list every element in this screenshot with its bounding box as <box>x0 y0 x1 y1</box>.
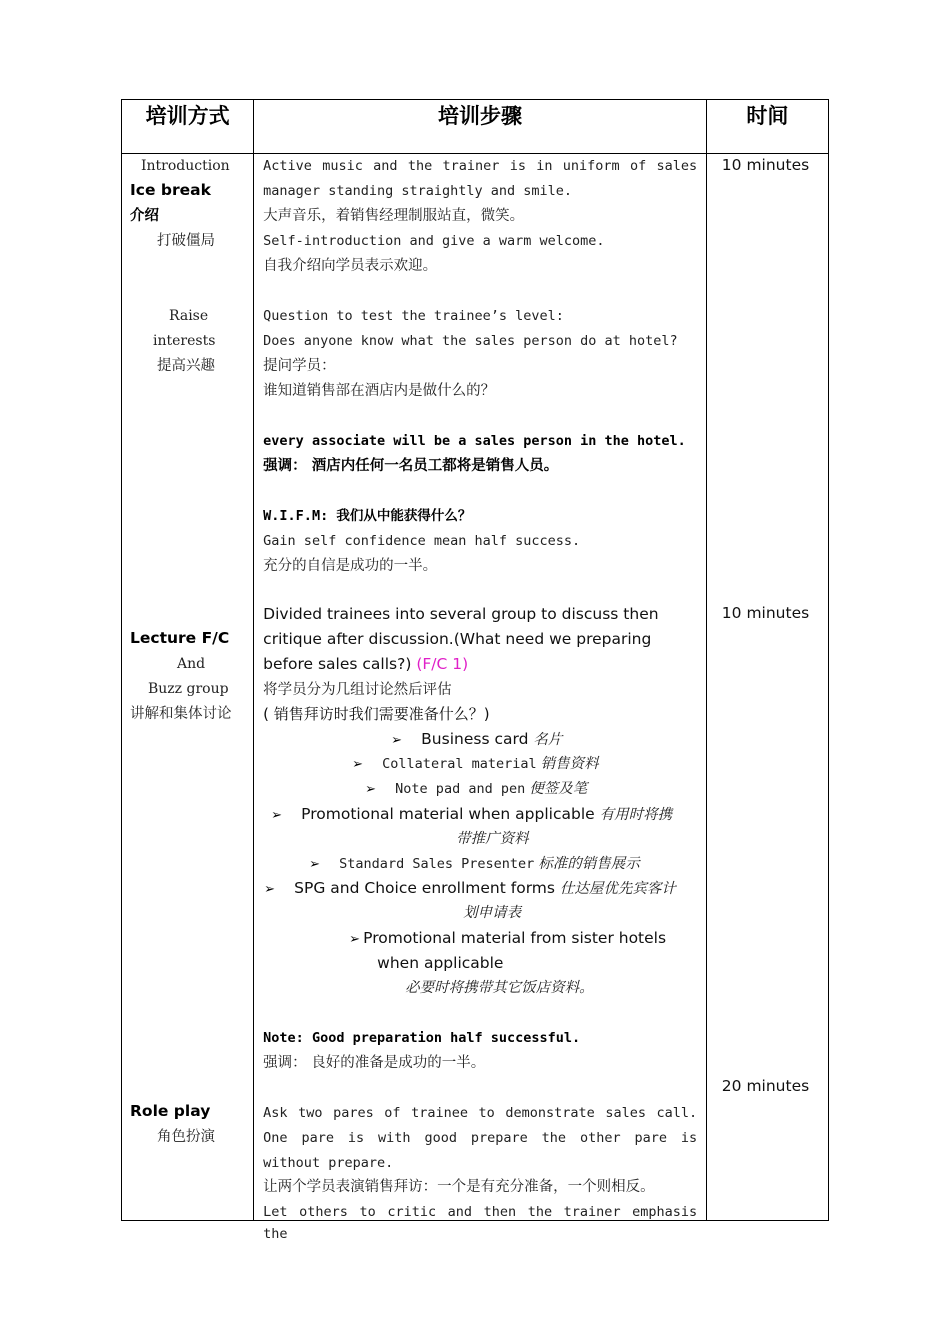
bullet-item: ➢ Promotional material from sister hotels <box>349 927 666 951</box>
step-line: 提问学员： <box>263 358 336 374</box>
method-role-play: Role play <box>130 1102 211 1120</box>
bullet-continuation: when applicable <box>377 954 504 972</box>
step-line: 将学员分为几组讨论然后评估 <box>263 682 452 698</box>
method-raise-cn: 提高兴趣 <box>157 358 215 374</box>
step-line: 充分的自信是成功的一半。 <box>263 558 438 574</box>
step-line: Active music and the trainer is in uniform of sales <box>263 158 698 174</box>
step-line: One pare is with good prepare the other pare is <box>263 1130 698 1146</box>
step-line: Self-introduction and give a warm welcome. <box>263 233 605 249</box>
header-steps: 培训步骤 <box>254 100 707 154</box>
fc-reference: (F/C 1) <box>416 655 469 673</box>
header-method: 培训方式 <box>122 100 254 154</box>
step-line: manager standing straightly and smile. <box>263 183 573 199</box>
bullet-item: ➢ Promotional material when applicable 有用时将携 <box>271 803 672 827</box>
training-table <box>121 99 829 1242</box>
step-line: ( 销售拜访时我们需要准备什么？) <box>263 705 490 723</box>
bullet-item: ➢ Note pad and pen 便签及笔 <box>365 778 587 801</box>
arrow-bullet-icon: ➢ <box>352 757 364 772</box>
bullet-continuation: 必要时将携带其它饭店资料。 <box>405 980 594 996</box>
arrow-bullet-icon: ➢ <box>365 782 377 797</box>
step-text: before sales calls?) <box>263 655 412 673</box>
step-emphasis: every associate will be a sales person in the hotel. <box>263 433 686 449</box>
bullet-item: ➢ Collateral material 销售资料 <box>352 753 598 776</box>
bullet-item: ➢ SPG and Choice enrollment forms 仕达屋优先宾客计 <box>264 877 676 901</box>
method-cell <box>122 154 254 1221</box>
steps-cell <box>254 154 707 1242</box>
step-line: Ask two pares of trainee to demonstrate sales call. <box>263 1105 698 1121</box>
method-ice-cn: 打破僵局 <box>157 233 215 249</box>
step-line: 谁知道销售部在酒店内是做什么的？ <box>263 383 496 399</box>
method-role-cn: 角色扮演 <box>157 1129 215 1145</box>
time-value: 10 minutes <box>721 604 810 622</box>
bullet-item: ➢ Standard Sales Presenter 标准的销售展示 <box>309 853 640 876</box>
header-time: 时间 <box>706 100 828 154</box>
step-line: 让两个学员表演销售拜访：一个是有充分准备，一个则相反。 <box>263 1179 655 1195</box>
arrow-bullet-icon: ➢ <box>271 808 283 823</box>
step-line: critique after discussion.(What need we preparing <box>263 630 652 648</box>
step-line: Let others to critic and then the trainer emphasis the <box>263 1204 698 1242</box>
step-line: 强调： 良好的准备是成功的一半。 <box>263 1055 486 1071</box>
step-line: 大声音乐，着销售经理制服站直，微笑。 <box>263 208 525 224</box>
step-line: Gain self confidence mean half success. <box>263 533 581 549</box>
method-buzz: Buzz group <box>148 681 229 697</box>
method-intro-cn: 介绍 <box>130 207 159 224</box>
step-line: Question to test the trainee’s level: <box>263 308 564 324</box>
time-cell <box>706 154 828 1221</box>
bullet-continuation: 带推广资料 <box>456 831 529 847</box>
bullet-item: ➢ Business card 名片 <box>391 728 562 752</box>
step-line: Does anyone know what the sales person do at hotel? <box>263 333 678 349</box>
method-and: And <box>177 656 206 672</box>
arrow-bullet-icon: ➢ <box>264 882 276 897</box>
arrow-bullet-icon: ➢ <box>309 857 321 872</box>
method-intro: Introduction <box>141 158 230 174</box>
step-line: Divided trainees into several group to discuss then <box>263 605 659 623</box>
method-raise: Raise <box>169 308 209 324</box>
arrow-bullet-icon: ➢ <box>391 733 403 748</box>
step-emphasis: 强调： 酒店内任何一名员工都将是销售人员。 <box>263 457 559 474</box>
step-line: without prepare. <box>263 1155 394 1171</box>
method-interests: interests <box>153 333 216 349</box>
step-line: 自我介绍向学员表示欢迎。 <box>263 258 438 274</box>
table-header-row <box>122 100 829 154</box>
bullet-continuation: 划申请表 <box>463 905 522 921</box>
time-value: 20 minutes <box>721 1077 810 1095</box>
time-value: 10 minutes <box>721 156 810 174</box>
method-lecture: Lecture F/C <box>130 629 230 647</box>
arrow-bullet-icon: ➢ <box>349 932 361 947</box>
method-lecture-cn: 讲解和集体讨论 <box>130 706 232 722</box>
step-line <box>263 653 468 675</box>
method-ice-break: Ice break <box>130 181 211 199</box>
step-note: Note: Good preparation half successful. <box>263 1030 581 1046</box>
step-wifm: W.I.F.M: 我们从中能获得什么？ <box>263 508 472 524</box>
table-row <box>122 154 829 1221</box>
